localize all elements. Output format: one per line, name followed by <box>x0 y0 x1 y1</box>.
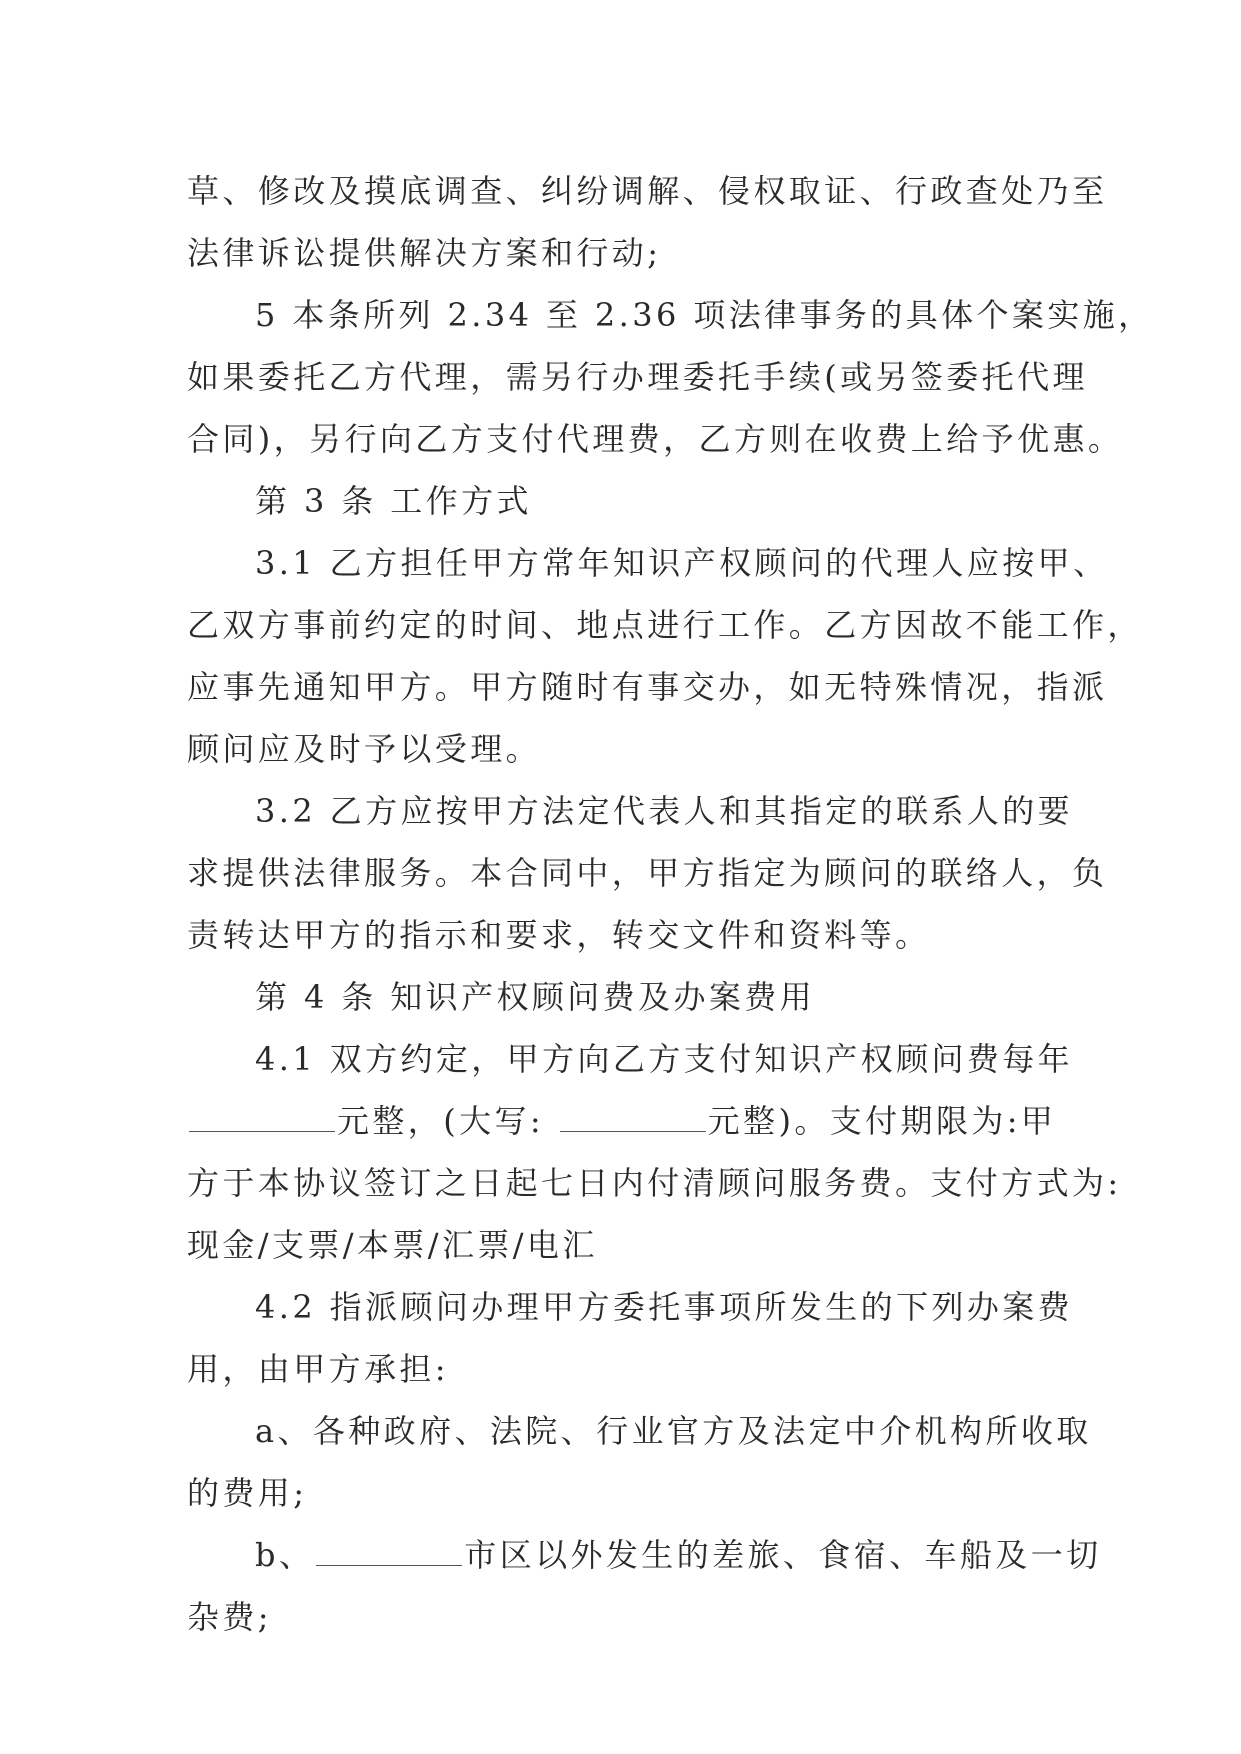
text-line <box>187 1090 1087 1152</box>
text-line: 4.2 指派顾问办理甲方委托事项所发生的下列办案费 <box>255 1288 1074 1326</box>
text-line: 现金/支票/本票/汇票/电汇 <box>187 1226 598 1264</box>
fill-in-blank <box>560 1101 706 1132</box>
fill-in-blank <box>189 1101 335 1132</box>
text-line: 责转达甲方的指示和要求，转交文件和资料等。 <box>187 916 931 954</box>
text-line: 用，由甲方承担: <box>187 1350 449 1388</box>
text-line: 法律诉讼提供解决方案和行动; <box>187 234 662 272</box>
text-line: 顾问应及时予以受理。 <box>187 730 542 768</box>
text-line: 如果委托乙方代理，需另行办理委托手续(或另签委托代理 <box>187 358 1088 396</box>
text-line <box>187 1524 1102 1586</box>
text-fragment: 市区以外发生的差旅、食宿、车船及一切 <box>464 1536 1102 1574</box>
section-heading: 第 4 条 知识产权顾问费及办案费用 <box>255 978 816 1016</box>
text-line: 3.2 乙方应按甲方法定代表人和其指定的联系人的要 <box>255 792 1074 830</box>
text-line: 杂费; <box>187 1598 272 1636</box>
text-line: 乙双方事前约定的时间、地点进行工作。乙方因故不能工作， <box>187 606 1143 644</box>
text-line: 的费用; <box>187 1474 308 1512</box>
section-heading: 第 3 条 工作方式 <box>255 482 532 520</box>
text-fragment: 元整)。支付期限为:甲 <box>707 1102 1057 1140</box>
text-line: 4.1 双方约定，甲方向乙方支付知识产权顾问费每年 <box>255 1040 1074 1078</box>
text-line: 应事先通知甲方。甲方随时有事交办，如无特殊情况，指派 <box>187 668 1108 706</box>
text-line: 草、修改及摸底调查、纠纷调解、侵权取证、行政查处乃至 <box>187 172 1108 210</box>
text-line: 方于本协议签订之日起七日内付清顾问服务费。支付方式为: <box>187 1164 1122 1202</box>
text-line: 求提供法律服务。本合同中，甲方指定为顾问的联络人，负 <box>187 854 1108 892</box>
text-line: 合同)，另行向乙方支付代理费，乙方则在收费上给予优惠。 <box>187 420 1124 458</box>
text-line: 5 本条所列 2.34 至 2.36 项法律事务的具体个案实施， <box>255 296 1154 334</box>
text-line: 3.1 乙方担任甲方常年知识产权顾问的代理人应按甲、 <box>255 544 1109 582</box>
text-fragment: 元整，(大写: <box>337 1102 545 1140</box>
text-fragment: b、 <box>255 1536 315 1574</box>
document-body <box>187 160 1154 1648</box>
text-line: a、各种政府、法院、行业官方及法定中介机构所收取 <box>255 1412 1092 1450</box>
fill-in-blank <box>316 1535 462 1566</box>
